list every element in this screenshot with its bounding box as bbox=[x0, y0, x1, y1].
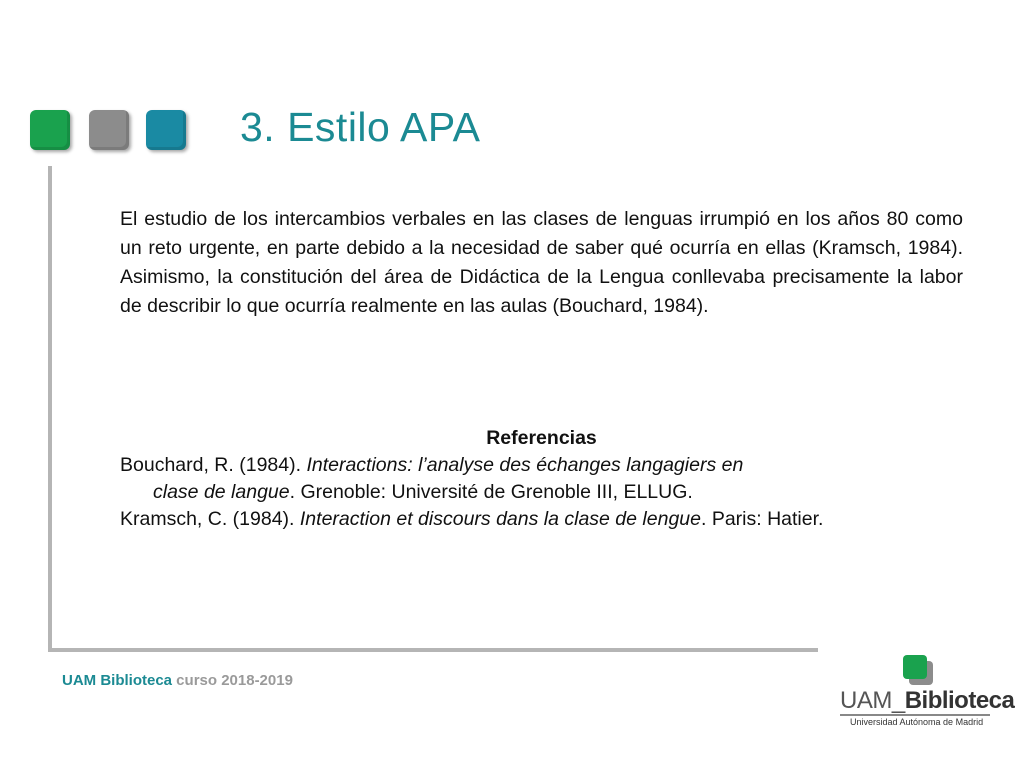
body-paragraph: El estudio de los intercambios verbales en las clases de lenguas irrumpió en los años 80 como un reto urgente, en parte debido a la necesidad de saber qué ocurría en ellas (Kramsch, 1984). Asimismo, la constitución del área de Didáctica de la Lengua conllevaba precisamente la labor de describir lo que ocurría realmente en las aulas (Bouchard, 1984). bbox=[120, 208, 963, 317]
footer-course: curso 2018-2019 bbox=[172, 672, 293, 689]
library-logo-text bbox=[840, 687, 1014, 715]
references-section bbox=[120, 425, 963, 533]
footer-org: UAM Biblioteca bbox=[62, 672, 173, 689]
frame-horizontal-line bbox=[48, 648, 818, 652]
logo-prefix: UAM_ bbox=[840, 687, 905, 714]
reference-kramsch bbox=[120, 506, 963, 533]
logo-bold: Biblioteca bbox=[904, 687, 1015, 714]
reference-author: Bouchard, R. (1984). bbox=[120, 454, 307, 476]
footer-text bbox=[62, 672, 293, 689]
gray-square-icon bbox=[89, 110, 129, 150]
green-square-icon bbox=[30, 110, 70, 150]
references-heading: Referencias bbox=[486, 427, 597, 449]
reference-title: Interactions: l’analyse des échanges langagiers en bbox=[306, 454, 744, 476]
reference-bouchard-line2 bbox=[120, 479, 963, 506]
slide-title: 3. Estilo APA bbox=[240, 104, 481, 150]
library-logo-icon bbox=[903, 655, 933, 685]
reference-bouchard-line1 bbox=[120, 452, 963, 479]
frame-vertical-line bbox=[48, 166, 52, 650]
teal-square-icon bbox=[146, 110, 186, 150]
logo-underline bbox=[840, 714, 990, 716]
reference-title: Interaction et discours dans la clase de lengue bbox=[299, 508, 701, 530]
reference-author: Kramsch, C. (1984). bbox=[120, 508, 300, 530]
reference-publisher: . Grenoble: Université de Grenoble III, ELLUG. bbox=[289, 481, 693, 503]
logo-subtitle: Universidad Autónoma de Madrid bbox=[850, 717, 984, 727]
reference-publisher: . Paris: Hatier. bbox=[700, 508, 824, 530]
reference-title: clase de langue bbox=[153, 481, 290, 503]
